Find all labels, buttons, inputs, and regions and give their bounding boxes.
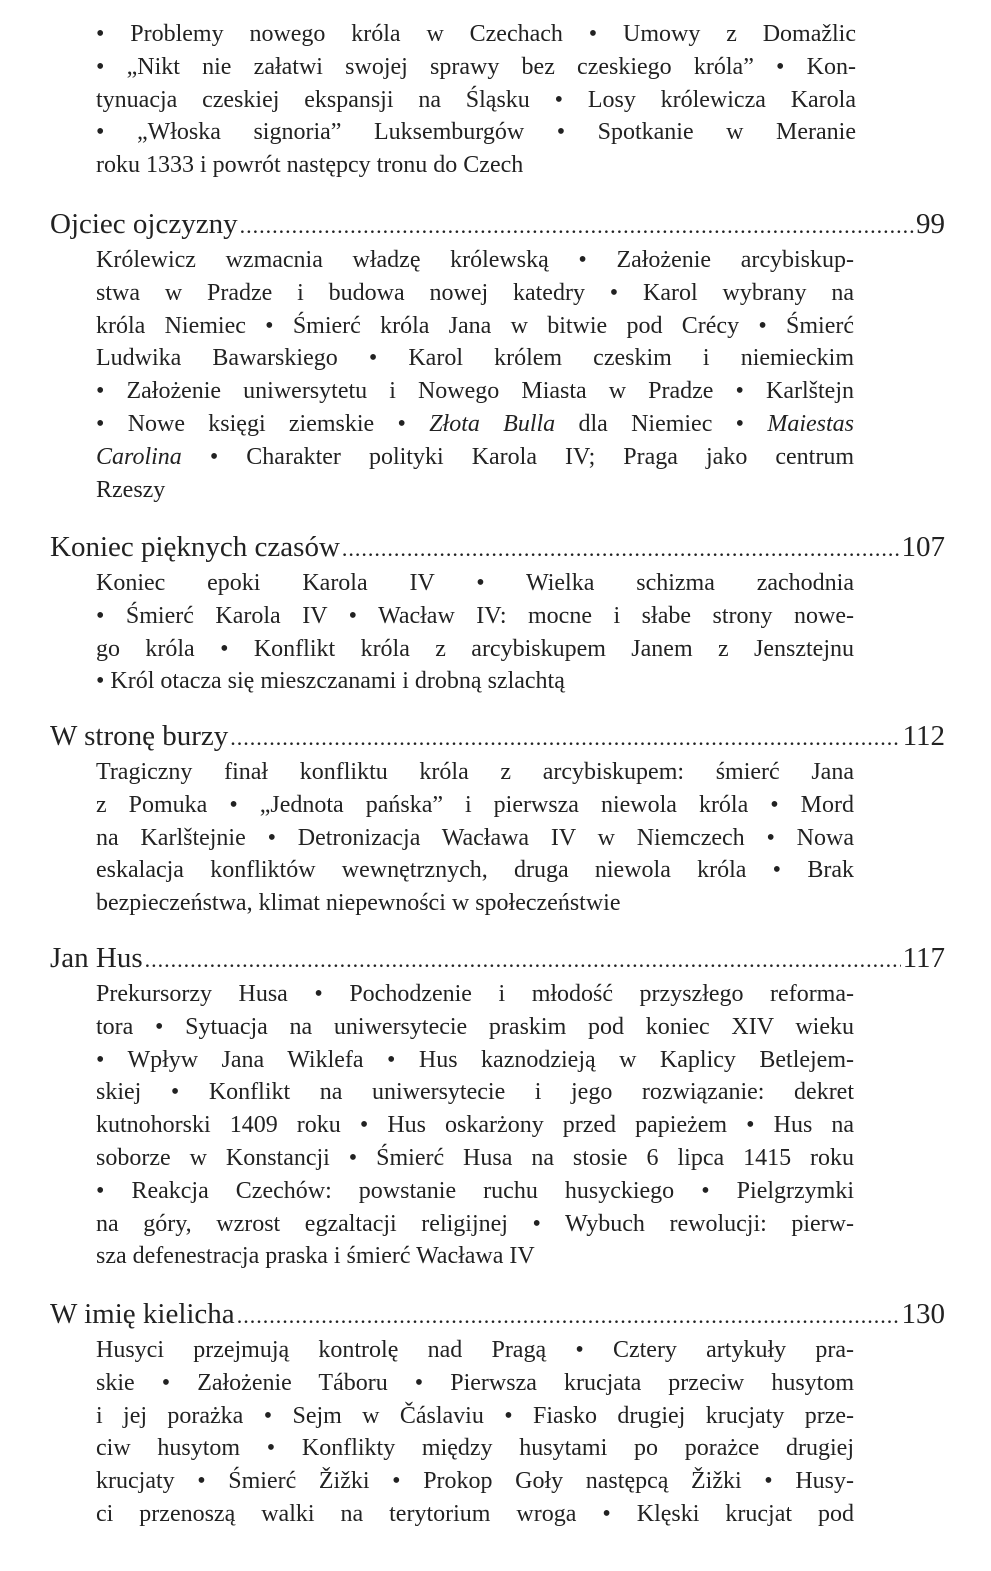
summary-line: sza defenestracja praska i śmierć Wacława IV [96, 1243, 535, 1270]
summary-text: dla Niemiec • [555, 410, 768, 437]
summary-line: soborze w Konstancji • Śmierć Husa na stosie 6 lipca 1415 roku [96, 1144, 854, 1171]
chapter-title: Koniec pięknych czasów [50, 531, 340, 563]
summary-line: na góry, wzrost egzaltacji religijnej • Wybuch rewolucji: pierw- [96, 1210, 854, 1237]
italic-title: Carolina [96, 443, 182, 470]
summary-line: bezpieczeństwa, klimat niepewności w społeczeństwie [96, 890, 621, 917]
summary-line: stwa w Pradze i budowa nowej katedry • Karol wybrany na [96, 279, 854, 306]
summary-line-mixed [96, 408, 854, 441]
summary-text: • Nowe księgi ziemskie • [96, 410, 406, 437]
dot-leader [342, 531, 900, 567]
summary-line: Tragiczny finał konfliktu króla z arcybiskupem: śmierć Jana [96, 759, 854, 785]
toc-entry-jan-hus[interactable] [50, 940, 945, 1273]
summary-line: tynuacja czeskiej ekspansji na Śląsku • Losy królewicza Karola [96, 86, 856, 113]
dot-leader [237, 1298, 900, 1334]
summary-line: krucjaty • Śmierć Žižki • Prokop Goły następcą Žižki • Husy- [96, 1468, 854, 1495]
previous-chapter-summary [96, 18, 856, 182]
summary-line: skiej • Konflikt na uniwersytecie i jego rozwiązanie: dekret [96, 1079, 854, 1106]
chapter-summary [96, 567, 854, 698]
summary-line: • Wpływ Jana Wiklefa • Hus kaznodzieją w Kaplicy Betlejem- [96, 1046, 854, 1073]
summary-line: Ludwika Bawarskiego • Karol królem czeskim i niemieckim [96, 345, 854, 372]
page-number: 99 [916, 208, 945, 240]
summary-line: • Reakcja Czechów: powstanie ruchu husyckiego • Pielgrzymki [96, 1177, 854, 1204]
chapter-heading[interactable] [50, 529, 945, 567]
summary-line: i jej porażka • Sejm w Čáslaviu • Fiasko drugiej krucjaty prze- [96, 1402, 854, 1429]
summary-line: eskalacja konfliktów wewnętrznych, druga niewola króla • Brak [96, 857, 854, 884]
chapter-summary [96, 978, 854, 1273]
summary-line: • Śmierć Karola IV • Wacław IV: mocne i słabe strony nowe- [96, 602, 854, 629]
summary-line: skie • Założenie Táboru • Pierwsza krucjata przeciw husytom [96, 1369, 854, 1396]
page-number: 107 [901, 531, 945, 563]
summary-line: roku 1333 i powrót następcy tronu do Czech [96, 152, 524, 179]
chapter-title: W imię kielicha [50, 1298, 235, 1330]
page-number: 130 [901, 1298, 945, 1330]
chapter-summary [96, 1334, 854, 1531]
chapter-title: Jan Hus [50, 942, 143, 974]
chapter-summary [96, 756, 854, 920]
summary-line: ciw husytom • Konflikty między husytami po porażce drugiej [96, 1435, 854, 1462]
summary-line [96, 441, 854, 474]
summary-line: na Karlštejnie • Detronizacja Wacława IV w Niemczech • Nowa [96, 824, 854, 851]
chapter-heading[interactable] [50, 718, 945, 756]
summary-line: ci przenoszą walki na terytorium wroga • Klęski krucjat pod [96, 1500, 854, 1527]
toc-entry-w-strone-burzy[interactable] [50, 718, 945, 920]
chapter-heading[interactable] [50, 1296, 945, 1334]
chapter-title: W stronę burzy [50, 720, 229, 752]
summary-text: • Charakter polityki Karola IV; Praga jako centrum [181, 443, 854, 470]
italic-title: Złota Bulla [429, 410, 556, 437]
summary-line: tora • Sytuacja na uniwersytecie praskim pod koniec XIV wieku [96, 1013, 854, 1040]
summary-line: go króla • Konflikt króla z arcybiskupem Janem z Jensztejnu [96, 635, 854, 662]
summary-line: • „Włoska signoria” Luksemburgów • Spotkanie w Meranie [96, 119, 856, 146]
summary-line: Prekursorzy Husa • Pochodzenie i młodość przyszłego reforma- [96, 981, 854, 1007]
chapter-title: Ojciec ojczyzny [50, 208, 238, 240]
summary-line: Królewicz wzmacnia władzę królewską • Założenie arcybiskup- [96, 247, 854, 273]
page-number: 117 [902, 942, 945, 974]
dot-leader [240, 208, 914, 244]
toc-entry-ojciec-ojczyzny[interactable] [50, 206, 945, 506]
summary-line: Koniec epoki Karola IV • Wielka schizma zachodnia [96, 570, 854, 596]
dot-leader [230, 720, 900, 756]
summary-line: Husyci przejmują kontrolę nad Pragą • Cztery artykuły pra- [96, 1337, 854, 1363]
summary-line: • Założenie uniwersytetu i Nowego Miasta w Pradze • Karlštejn [96, 378, 854, 405]
summary-line: króla Niemiec • Śmierć króla Jana w bitwie pod Crécy • Śmierć [96, 312, 854, 339]
chapter-heading[interactable] [50, 206, 945, 244]
summary-line: • „Nikt nie załatwi swojej sprawy bez czeskiego króla” • Kon- [96, 53, 856, 80]
summary-line: • Problemy nowego króla w Czechach • Umowy z Domažlic [96, 21, 856, 47]
italic-title: Maiestas [767, 410, 855, 437]
summary-line: • Król otacza się mieszczanami i drobną szlachtą [96, 668, 565, 695]
summary-line: kutnohorski 1409 roku • Hus oskarżony przed papieżem • Hus na [96, 1112, 854, 1139]
page-number: 112 [902, 720, 945, 752]
toc-entry-w-imie-kielicha[interactable] [50, 1296, 945, 1531]
chapter-summary [96, 244, 854, 506]
summary-line: Rzeszy [96, 476, 166, 503]
summary-line: z Pomuka • „Jednota pańska” i pierwsza niewola króla • Mord [96, 791, 854, 818]
chapter-heading[interactable] [50, 940, 945, 978]
dot-leader [145, 942, 901, 978]
toc-entry-koniec-pieknych-czasow[interactable] [50, 529, 945, 698]
